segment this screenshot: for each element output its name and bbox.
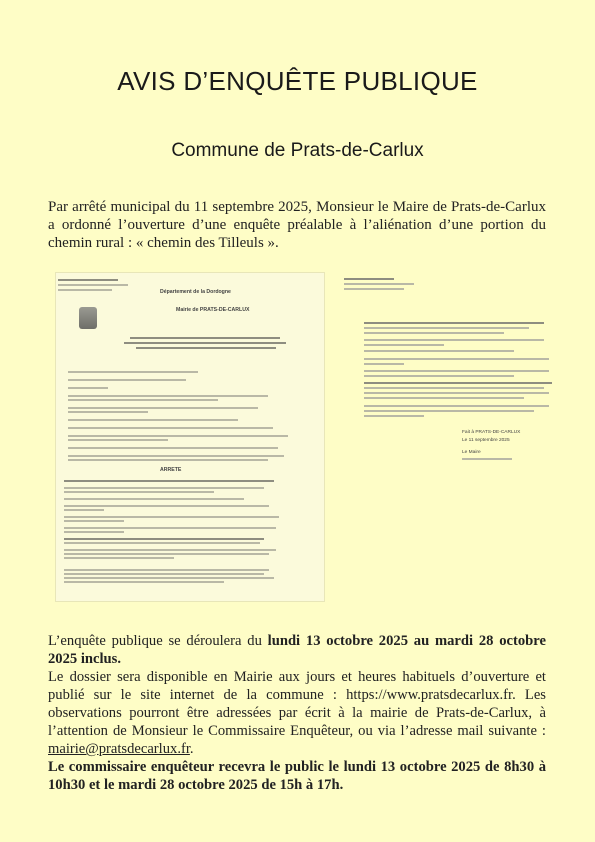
mairie-label: Mairie de PRATS-DE-CARLUX — [176, 307, 250, 313]
page-title: AVIS D’ENQUÊTE PUBLIQUE — [117, 66, 478, 96]
dossier-end: . — [189, 741, 194, 757]
commune-subtitle: Commune de Prats-de-Carlux — [171, 140, 424, 161]
notice-body — [48, 632, 546, 794]
intro-paragraph: Par arrêté municipal du 11 septembre 2025, Monsieur le Maire de Prats-de-Carlux a ordonné l’ouverture d’une enquête préalable à l’aliénation d’une portion du chemin rural : « chemin des Tilleuls ». — [48, 199, 546, 251]
decree-section-title: ARRETE — [160, 467, 182, 473]
dossier-paragraph — [48, 668, 546, 758]
email-link[interactable]: mairie@pratsdecarlux.fr — [48, 741, 190, 757]
commissioner-paragraph — [48, 758, 546, 794]
signature-role: Le Maire — [462, 450, 481, 455]
signature-place: Fait à PRATS-DE-CARLUX — [462, 430, 521, 435]
department-label: Département de la Dordogne — [160, 289, 231, 295]
enquiry-dates-intro: L’enquête publique se déroulera du — [48, 633, 268, 649]
scanned-decree-page-1 — [55, 272, 325, 602]
enquiry-dates-paragraph — [48, 632, 546, 668]
signature-date: Le 11 septembre 2025 — [462, 438, 510, 443]
coat-of-arms-icon — [79, 307, 97, 329]
dossier-text: Le dossier sera disponible en Mairie aux jours et heures habituels d’ouverture et publié sur le site internet de la commune : https://www.pratsdecarlux.fr. Les observations pourront être adressées par écrit à la mairie de Prats-de-Carlux, à l’attention de Monsieur le Commissaire Enquêteur, ou via l’adresse mail suivante : — [48, 669, 546, 739]
commissioner-schedule: Le commissaire enquêteur recevra le public le lundi 13 octobre 2025 de 8h30 à 10h30 et le mardi 28 octobre 2025 de 15h à 17h. — [48, 759, 546, 793]
enquiry-dates: lundi 13 octobre 2025 au mardi 28 octobre 2025 inclus. — [48, 633, 546, 667]
scanned-decree-page-2 — [340, 272, 558, 482]
